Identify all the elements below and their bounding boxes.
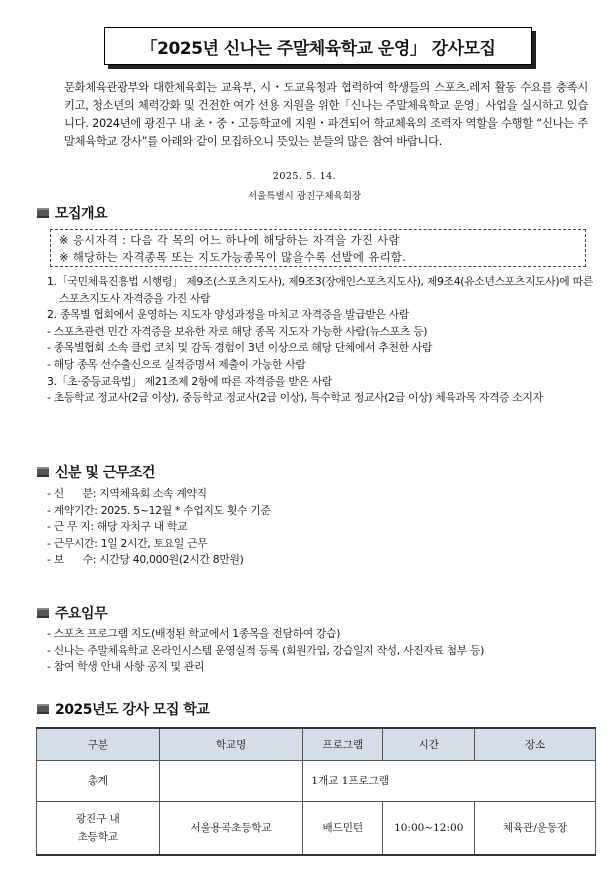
- list-item: - 해당 종목 선수출신으로 실적증명서 제출이 가능한 사람: [47, 357, 306, 371]
- section-heading-overview: [37, 203, 107, 223]
- duties-list: [47, 626, 593, 676]
- section-title: 2025년도 강사 모집 학교: [55, 702, 210, 718]
- list-item: 1.「국민체육진흥법 시행령」 제9조(스포츠지도사), 제9조3(장애인스포츠지도사), 제9조4(유소년스포츠지도사)에 따른 스포츠지도사 자격증을 가진 사람: [47, 275, 593, 305]
- list-item: - 참여 학생 안내 사항 공지 및 관리: [47, 660, 205, 674]
- list-item: - 신 분: 지역체육회 소속 계약직: [47, 487, 207, 500]
- list-item: - 종목별협회 소속 클럽 코치 및 감독 경험이 3년 이상으로 해당 단체에서 추천한 사람: [47, 341, 433, 355]
- square-bullet-icon: [37, 467, 49, 477]
- column-header: 프로그램: [303, 728, 383, 760]
- section-heading-schools: [37, 699, 209, 719]
- square-bullet-icon: [37, 208, 49, 218]
- list-item: - 초등학교 정교사(2급 이상), 중등학교 정교사(2급 이상), 특수학교 정교사(2급 이상) 체육과목 자격증 소지자: [47, 391, 543, 405]
- overview-list: [47, 274, 593, 407]
- program-cell: 배드민턴: [303, 801, 383, 855]
- column-header: 구분: [37, 728, 160, 760]
- list-item: 2. 종목별 협회에서 운영하는 지도자 양성과정을 마치고 자격증을 발급받은 사람: [47, 308, 410, 322]
- section-title: 모집개요: [55, 206, 108, 222]
- table-cell-empty: [159, 760, 303, 801]
- time-cell: 10:00~12:00: [383, 801, 475, 855]
- place-cell: 체육관/운동장: [475, 801, 596, 855]
- page-title: [104, 27, 532, 65]
- section-heading-conditions: [37, 462, 155, 482]
- list-item: - 보 수: 시간당 40,000원(2시간 8만원): [47, 553, 244, 567]
- total-value-cell: 1개교 1프로그램: [303, 760, 596, 801]
- category-line: 초등학교: [77, 830, 119, 843]
- list-item: - 신나는 주말체육학교 온라인시스템 운영실적 등록 (회원가입, 강습일지 작성, 사진자료 첨부 등): [47, 643, 485, 657]
- school-cell: 서울용곡초등학교: [159, 801, 303, 855]
- section-title: 주요임무: [55, 606, 108, 622]
- title-text: 「2025년 신나는 주말체육학교 운영」 강사모집: [140, 38, 496, 59]
- notice-line: ※ 해당하는 자격종목 또는 지도가능종목이 많을수록 선발에 유리함.: [59, 251, 407, 264]
- square-bullet-icon: [37, 608, 49, 618]
- list-item: - 계약기간: 2025. 5~12월 * 수업지도 횟수 기준: [47, 503, 271, 517]
- table-row-total: [37, 760, 596, 801]
- list-item: 3.「초·중등교육법」 제21조제 2항에 따른 자격증을 받은 사람: [47, 374, 333, 388]
- schools-table: [36, 727, 596, 856]
- square-bullet-icon: [37, 704, 49, 714]
- intro-paragraph: 문화체육관광부와 대한체육회는 교육부, 시・도교육청과 협력하여 학생들의 스포츠.레저 활동 수요를 충족시키고, 청소년의 체력강화 및 건전한 여가 선용 지원을 위한「신나는 주말체육학교 운영」사업을 실시하고 있습니다. 2024년에 광진구 내 초・중・고등학교에 지원・파견되어 학교체육의 조력자 역할을 수행할 “신나는 주말체육학교 강사”를 아래와 같이 모집하오니 뜻있는 분들의 많은 참여 바랍니다.: [64, 81, 588, 148]
- section-title: 신분 및 근무조건: [55, 465, 155, 481]
- list-item: - 스포츠관련 민간 자격증을 보유한 자로 해당 종목 지도자 가능한 사람(뉴스포츠 등): [47, 324, 428, 338]
- table-header-row: [37, 728, 596, 760]
- column-header: 장소: [475, 728, 596, 760]
- column-header: 학교명: [159, 728, 303, 760]
- notice-date: 2025. 5. 14.: [272, 171, 337, 182]
- table-row: [37, 801, 596, 855]
- column-header: 시간: [383, 728, 475, 760]
- list-item: - 근 무 지: 해당 자치구 내 학교: [47, 520, 188, 534]
- category-line: 광진구 내: [75, 812, 120, 825]
- conditions-list: [47, 486, 593, 569]
- organization-name: 서울특별시 광진구체육회장: [247, 191, 362, 202]
- list-item: - 근무시간: 1일 2시간, 토요일 근무: [47, 536, 208, 550]
- notice-line: ※ 응시자격 : 다음 각 목의 어느 하나에 해당하는 자격을 가진 사람: [59, 234, 400, 247]
- list-item: - 스포츠 프로그램 지도(배정된 학교에서 1종목을 전담하여 강습): [47, 627, 341, 640]
- category-cell: [37, 801, 160, 855]
- total-label-cell: 총계: [37, 760, 160, 801]
- eligibility-notice: [50, 229, 586, 267]
- section-heading-duties: [37, 603, 107, 623]
